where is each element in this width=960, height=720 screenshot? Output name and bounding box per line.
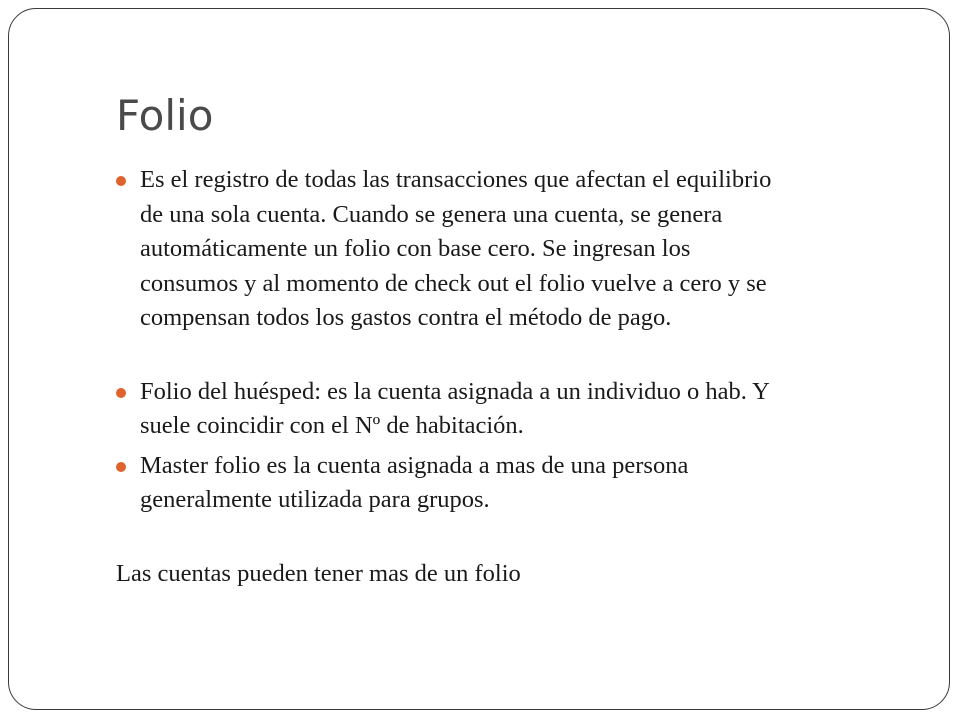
bullet-item-master-folio [116, 449, 896, 518]
footer-note: Las cuentas pueden tener mas de un folio [116, 559, 521, 587]
bullet-icon [116, 462, 126, 472]
slide-content [116, 163, 896, 591]
spacer [116, 518, 896, 557]
bullet-line: suele coincidir con el Nº de habitación. [140, 412, 524, 439]
bullet-line: compensan todos los gastos contra el método de pago. [140, 304, 672, 331]
slide-frame [8, 8, 950, 710]
bullet-line: generalmente utilizada para grupos. [140, 486, 490, 513]
bullet-line: automáticamente un folio con base cero. Se ingresan los [140, 235, 691, 262]
bullet-line: Folio del huésped: es la cuenta asignada a un individuo o hab. Y [140, 377, 770, 405]
spacer [116, 336, 896, 375]
bullet-line: de una sola cuenta. Cuando se genera una cuenta, se genera [140, 200, 723, 228]
bullet-line: Es el registro de todas las transacciones que afectan el equilibrio [140, 166, 772, 193]
bullet-item-guest-folio [116, 375, 896, 444]
bullet-icon [116, 176, 126, 186]
bullet-line: consumos y al momento de check out el folio vuelve a cero y se [140, 269, 767, 297]
slide-title: Folio [116, 91, 214, 140]
bullet-item-folio-definition [116, 163, 896, 336]
bullet-icon [116, 388, 126, 398]
bullet-line: Master folio es la cuenta asignada a mas de una persona [140, 451, 689, 479]
